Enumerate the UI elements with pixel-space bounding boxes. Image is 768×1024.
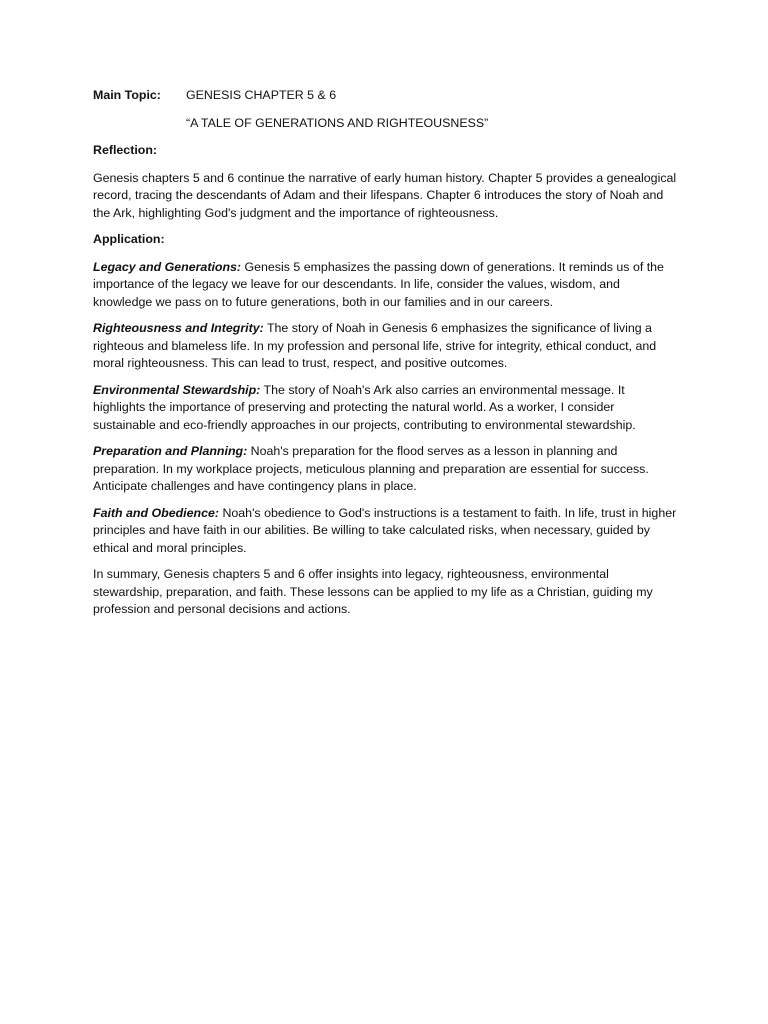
application-item-legacy xyxy=(93,259,680,312)
main-topic-label: Main Topic: xyxy=(93,88,161,102)
application-item-lead: Preparation and Planning: xyxy=(93,444,248,458)
application-item-lead: Environmental Stewardship: xyxy=(93,382,261,397)
main-topic-row xyxy=(93,87,680,105)
reflection-paragraph: Genesis chapters 5 and 6 continue the narrative of early human history. Chapter 5 provides a genealogical record, tracing the descendants of Adam and their lifespans. Chapter 6 introduces the story of Noah and the Ark, highlighting God's judgment and the importance of righteousness. xyxy=(93,170,677,220)
summary-paragraph: In summary, Genesis chapters 5 and 6 offer insights into legacy, righteousness, environmental stewardship, preparation, and faith. These lessons can be applied to my life as a Christian, guiding my profession and personal decisions and actions. xyxy=(93,567,653,616)
application-heading: Application: xyxy=(93,232,165,246)
application-item-text: The story of Noah in Genesis 6 emphasizes the significance of living a righteous and blameless life. In my profession and personal life, strive for integrity, ethical conduct, and moral righteousness. This can lead to trust, respect, and positive outcomes. xyxy=(93,321,657,370)
application-item-righteousness xyxy=(93,320,680,373)
application-item-lead: Legacy and Generations: xyxy=(93,259,242,274)
application-item-text: Noah's preparation for the flood serves as a lesson in planning and preparation. In my workplace projects, meticulous planning and preparation are essential for success. Anticipate challenges and have contingency plans in place. xyxy=(93,444,649,493)
application-item-text: Noah's obedience to God's instructions is a testament to faith. In life, trust in higher principles and have faith in our abilities. Be willing to take calculated risks, when necessary, guided by ethical and moral principles. xyxy=(93,505,677,555)
application-item-lead: Faith and Obedience: xyxy=(93,505,219,520)
application-item-text: Genesis 5 emphasizes the passing down of generations. It reminds us of the importance of the legacy we leave for our descendants. In life, consider the values, wisdom, and knowledge we pass on to future generations, both in our families and in our careers. xyxy=(93,259,664,309)
application-item-preparation xyxy=(93,443,680,496)
reflection-heading: Reflection: xyxy=(93,143,158,157)
document-subtitle: “A TALE OF GENERATIONS AND RIGHTEOUSNESS” xyxy=(186,115,489,130)
application-item-text: The story of Noah's Ark also carries an environmental message. It highlights the importance of preserving and protecting the natural world. As a worker, I consider sustainable and eco-friendly approaches in our projects, contributing to environmental stewardship. xyxy=(93,382,636,432)
main-topic-value: GENESIS CHAPTER 5 & 6 xyxy=(186,88,337,102)
application-item-environment xyxy=(93,382,680,435)
application-item-lead: Righteousness and Integrity: xyxy=(93,321,264,335)
application-item-faith xyxy=(93,505,680,558)
